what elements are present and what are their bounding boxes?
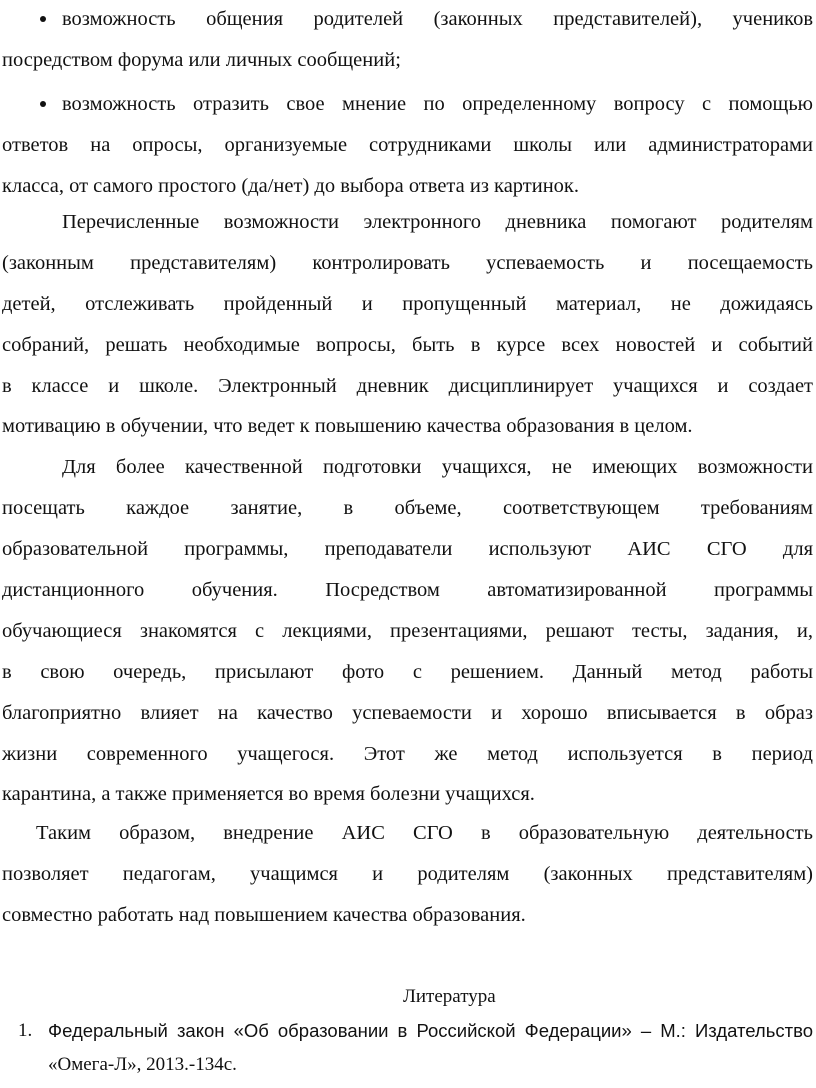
paragraph-line: благоприятно влияет на качество успеваемости и хорошо вписывается в образ [2,702,813,724]
paragraph-line: совместно работать над повышением качества образования. [2,904,526,926]
bullet-line: класса, от самого простого (да/нет) до выбора ответа из картинок. [2,175,580,197]
references-heading: Литература [403,986,496,1007]
paragraph-line: посещать каждое занятие, в объеме, соответствующем требованиям [2,497,813,519]
reference-line: Федеральный закон «Об образовании в Российской Федерации» – М.: Издательство [48,1020,813,1041]
bullet-icon [40,101,46,107]
paragraph-line: детей, отслеживать пройденный и пропущенный материал, не дожидаясь [2,293,813,315]
paragraph-line: образовательной программы, преподаватели используют АИС СГО для [2,538,813,560]
reference-line: «Омега-Л», 2013.-134с. [48,1054,237,1075]
paragraph-line: собраний, решать необходимые вопросы, быть в курсе всех новостей и событий [2,334,813,356]
paragraph-line: карантина, а также применяется во время болезни учащихся. [2,783,535,805]
paragraph-line: (законным представителям) контролировать успеваемость и посещаемость [2,252,813,274]
bullet-line: возможность отразить свое мнение по определенному вопросу с помощью [62,93,813,115]
paragraph-line: Перечисленные возможности электронного дневника помогают родителям [62,211,813,233]
bullet-line: возможность общения родителей (законных представителей), учеников [62,8,813,30]
bullet-line: посредством форума или личных сообщений; [2,49,401,71]
paragraph-line: Таким образом, внедрение АИС СГО в образовательную деятельность [36,822,813,844]
bullet-icon [40,16,46,22]
paragraph-line: дистанционного обучения. Посредством автоматизированной программы [2,579,813,601]
paragraph-line: позволяет педагогам, учащимся и родителям (законных представителям) [2,863,813,885]
bullet-line: ответов на опросы, организуемые сотрудниками школы или администраторами [2,134,813,156]
paragraph-line: обучающиеся знакомятся с лекциями, презентациями, решают тесты, задания, и, [2,620,813,642]
paragraph-line: в свою очередь, присылают фото с решением. Данный метод работы [2,661,813,683]
paragraph-line: мотивацию в обучении, что ведет к повышению качества образования в целом. [2,415,693,437]
reference-number: 1. [18,1020,33,1041]
paragraph-line: жизни современного учащегося. Этот же метод используется в период [2,743,813,765]
paragraph-line: Для более качественной подготовки учащихся, не имеющих возможности [62,456,813,478]
paragraph-line: в классе и школе. Электронный дневник дисциплинирует учащихся и создает [2,375,813,397]
